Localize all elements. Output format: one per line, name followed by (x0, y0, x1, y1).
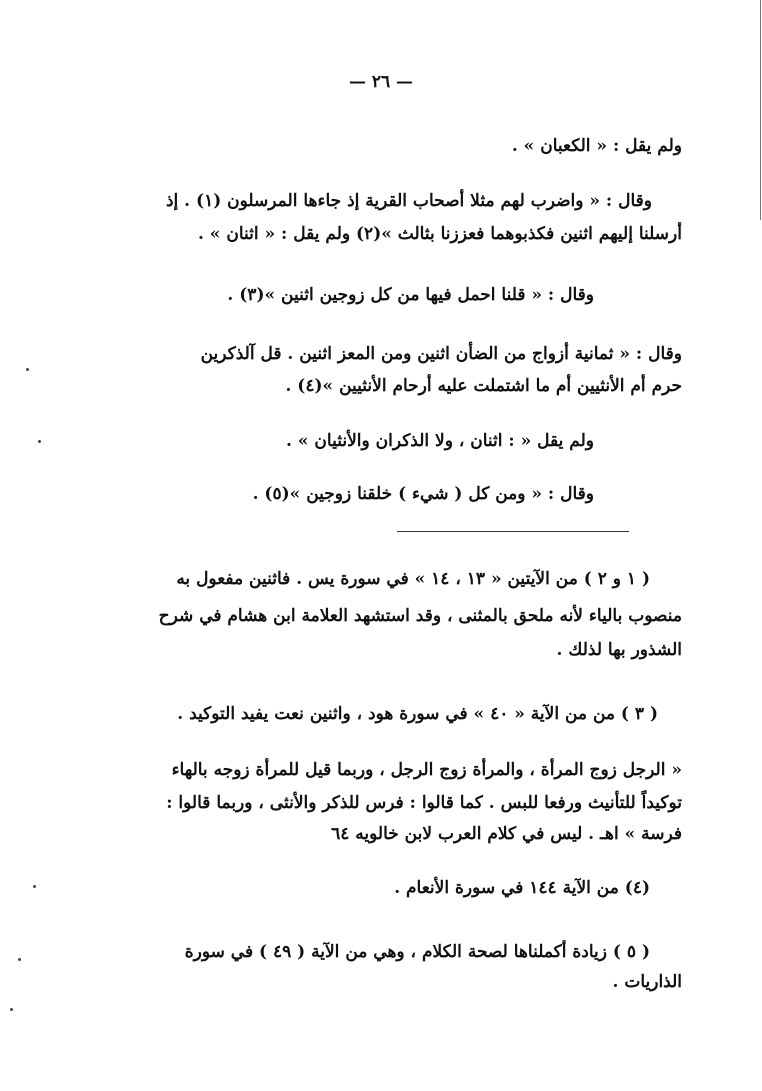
body-line-6: حرم أم الأنثيين أم ما اشتملت عليه أرحام الأنثيين »(٤) . (285, 376, 682, 396)
scan-speck (10, 1008, 13, 1011)
footnote-1-line-1: ( ١ و ٢ ) من الآيتين « ١٣ ، ١٤ » في سورة يس . فاثنين مفعول به (176, 569, 650, 589)
body-line-7: ولم يقل « : اثنان ، ولا الذكران والأنثيان » . (286, 431, 594, 451)
footnote-3-line-3: توكيداً للتأنيث ورفعا للبس . كما قالوا : فرس للذكر والأنثى ، وربما قالوا : (166, 793, 682, 813)
footnote-3-line-2: « الرجل زوج المرأة ، والمرأة زوج الرجل ، وربما قيل للمرأة زوجه بالهاء (171, 760, 682, 780)
scan-speck (26, 368, 29, 371)
footnote-1-line-2: منصوب بالياء لأنه ملحق بالمثنى ، وقد استشهد العلامة ابن هشام في شرح (158, 606, 682, 626)
footnote-5-line-1: ( ٥ ) زيادة أكملناها لصحة الكلام ، وهي من الآية ( ٤٩ ) في سورة (184, 942, 650, 962)
body-line-1: ولم يقل : « الكعبان » . (511, 136, 682, 156)
page-number: — ٢٦ — (348, 72, 414, 92)
body-line-4: وقال : « قلنا احمل فيها من كل زوجين اثنين »(٣) . (227, 285, 594, 305)
scan-speck (38, 440, 41, 443)
body-line-2: وقال : « واضرب لهم مثلا أصحاب القرية إذ جاءها المرسلون (١) . إذ (165, 191, 652, 211)
body-line-8: وقال : « ومن كل ( شيء ) خلقنا زوجين »(٥) . (252, 484, 594, 504)
footnote-3-line-4: فرسة » اهـ . ليس في كلام العرب لابن خالويه ٦٤ (331, 824, 682, 844)
body-line-5: وقال : « ثمانية أزواج من الضأن اثنين ومن المعز اثنين . قل آلذكرين (200, 344, 682, 364)
body-line-3: أرسلنا إليهم اثنين فكذبوهما فعززنا بثالث »(٢) ولم يقل : « اثنان » . (197, 224, 682, 244)
footnote-3-line-1: ( ٣ ) من من الآية « ٤٠ » في سورة هود ، واثنين نعت يفيد التوكيد . (177, 704, 658, 724)
footnote-4: (٤) من الآية ١٤٤ في سورة الأنعام . (394, 878, 650, 898)
scan-edge-shadow (760, 0, 761, 220)
footnote-5-line-2: الذاريات . (612, 972, 682, 992)
footnote-separator (397, 531, 629, 532)
scan-speck (33, 885, 36, 888)
footnote-1-line-3: الشذور بها لذلك . (556, 640, 682, 660)
scan-speck (18, 958, 21, 961)
